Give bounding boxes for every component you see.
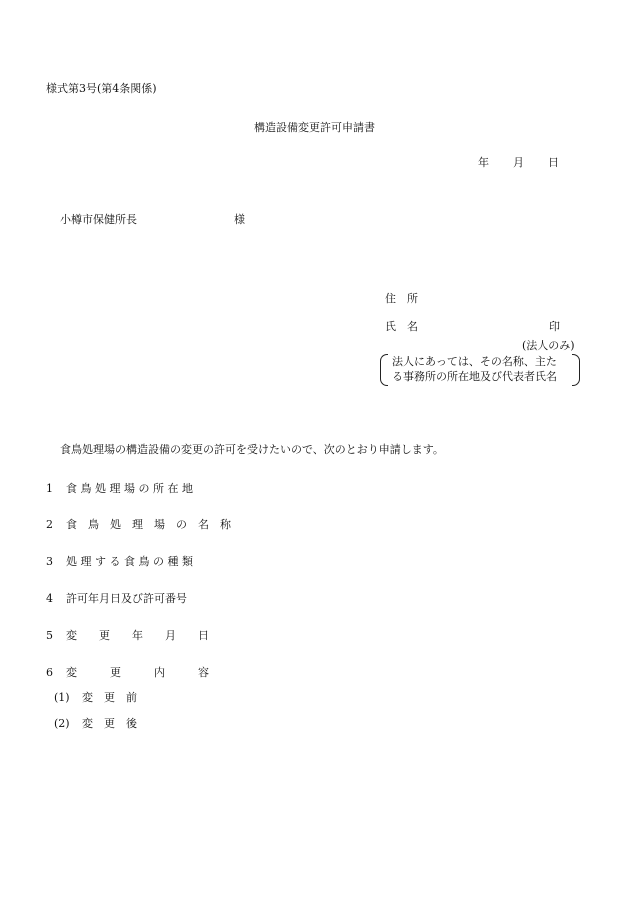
address-label: 住 所 <box>385 292 418 305</box>
name-label: 氏 名 <box>385 320 418 333</box>
subitem-number: (2) <box>54 717 70 730</box>
item-label: 許可年月日及び許可番号 <box>66 592 187 605</box>
item-number: 2 <box>46 518 53 531</box>
left-bracket <box>380 354 388 386</box>
right-bracket <box>572 354 580 386</box>
date-day: 日 <box>548 156 559 169</box>
corp-note-line-2: る事務所の所在地及び代表者氏名 <box>392 370 557 383</box>
corp-only-note: (法人のみ) <box>522 339 575 352</box>
addressee-name: 小樽市保健所長 <box>60 213 137 226</box>
item-label: 変 更 内 容 <box>66 666 209 679</box>
page-title: 構造設備変更許可申請書 <box>254 121 375 134</box>
form-number: 様式第3号(第4条関係) <box>46 82 157 95</box>
date-year: 年 <box>478 156 489 169</box>
item-number: 4 <box>46 592 53 605</box>
item-label: 変 更 年 月 日 <box>66 629 209 642</box>
corp-note-line-1: 法人にあっては、その名称、主た <box>392 355 557 368</box>
addressee-honorific: 様 <box>234 213 245 226</box>
item-number: 1 <box>46 482 53 495</box>
seal-mark: 印 <box>549 320 560 333</box>
body-text: 食鳥処理場の構造設備の変更の許可を受けたいので、次のとおり申請します。 <box>60 443 444 456</box>
item-number: 6 <box>46 666 53 679</box>
item-label: 食 鳥 処 理 場 の 所 在 地 <box>66 482 193 495</box>
item-number: 5 <box>46 629 53 642</box>
subitem-label: 変 更 後 <box>82 717 137 730</box>
subitem-number: (1) <box>54 691 70 704</box>
item-label: 処 理 す る 食 鳥 の 種 類 <box>66 555 193 568</box>
item-number: 3 <box>46 555 53 568</box>
subitem-label: 変 更 前 <box>82 691 137 704</box>
item-label: 食 鳥 処 理 場 の 名 称 <box>66 518 231 531</box>
date-month: 月 <box>513 156 524 169</box>
